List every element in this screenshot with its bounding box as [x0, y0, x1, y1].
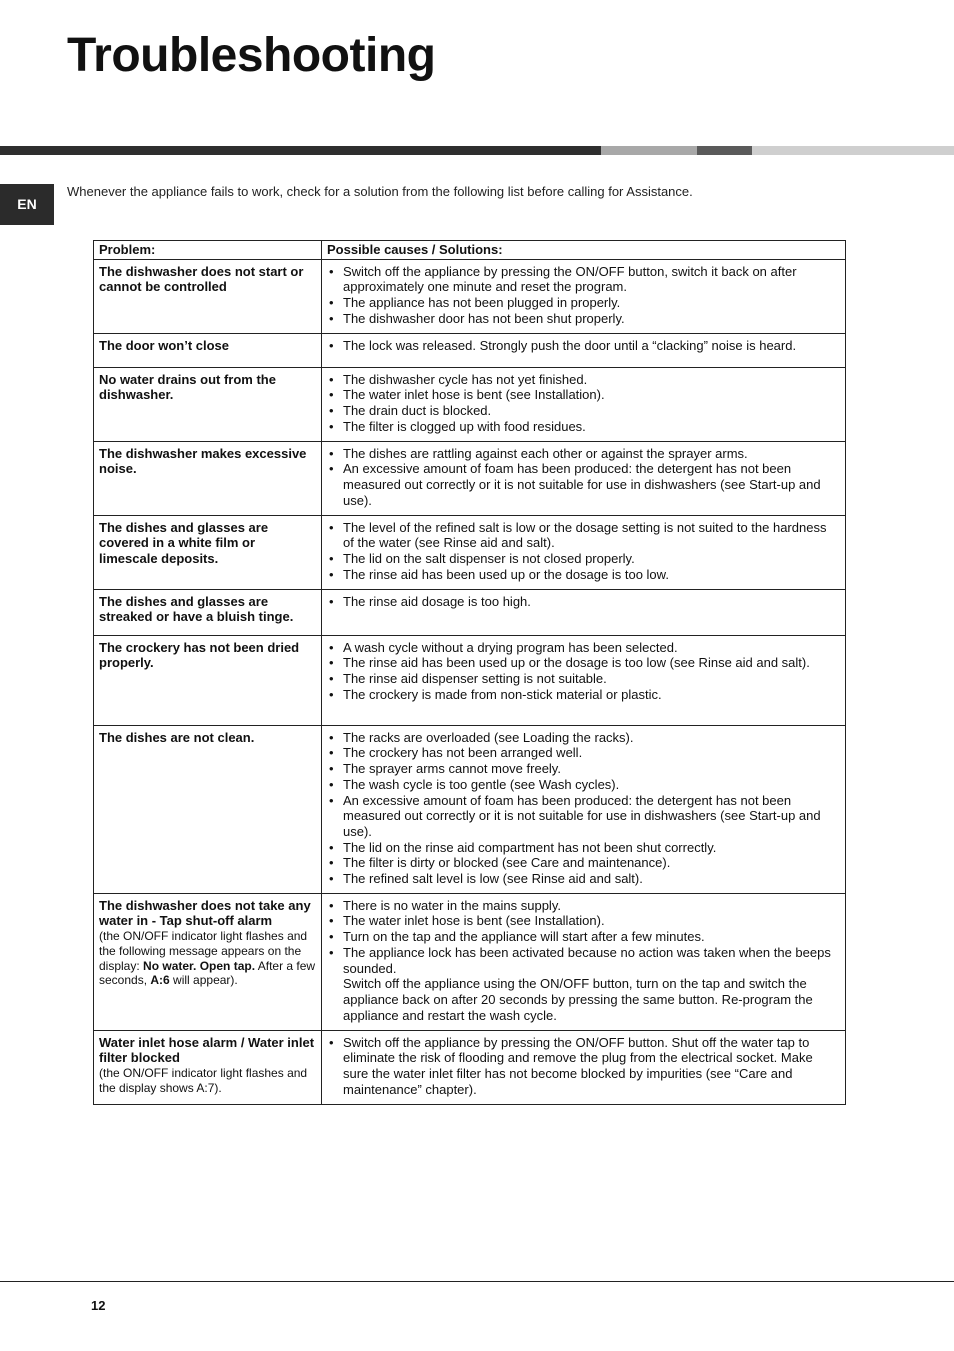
cause-item: • The crockery is made from non-stick material or plastic. [327, 687, 840, 703]
cause-item: • The lock was released. Strongly push the door until a “clacking” noise is heard. [327, 338, 840, 354]
header-rule-dark [0, 146, 601, 155]
problem-note: (the ON/OFF indicator light flashes and the display shows A:7). [99, 1066, 308, 1095]
table-header-row [94, 241, 846, 260]
cause-item: • The rinse aid dosage is too high. [327, 594, 840, 610]
cause-item: • Turn on the tap and the appliance will start after a few minutes. [327, 929, 840, 945]
cause-item: • The lid on the salt dispenser is not closed properly. [327, 551, 840, 567]
problem-text: The crockery has not been dried properly. [99, 639, 300, 671]
table-row [94, 725, 846, 893]
cause-item: • The racks are overloaded (see Loading the racks). [327, 730, 840, 746]
table-row [94, 367, 846, 441]
cause-item: • The dishes are rattling against each other or against the sprayer arms. [327, 446, 840, 462]
note-text: will appear). [169, 973, 238, 988]
cause-item: • There is no water in the mains supply. [327, 898, 840, 914]
cause-item: • The lid on the rinse aid compartment has not been shut correctly. [327, 840, 840, 856]
troubleshooting-table [93, 240, 846, 1105]
cause-item: • An excessive amount of foam has been produced: the detergent has not been measured out correctly or it is not suitable for use in dishwashers (see Start-up and use). [327, 793, 840, 840]
cause-item: • The wash cycle is too gentle (see Wash cycles). [327, 777, 840, 793]
causes-list [327, 594, 840, 610]
problem-text: The door won’t close [99, 337, 230, 353]
cause-item: • The refined salt level is low (see Rinse aid and salt). [327, 871, 840, 887]
table-row [94, 635, 846, 725]
cause-item: • Switch off the appliance by pressing the ON/OFF button, switch it back on after approximately one minute and reset the program. [327, 264, 840, 295]
causes-list [327, 372, 840, 435]
problem-text: No water drains out from the dishwasher. [99, 371, 276, 403]
intro-text: Whenever the appliance fails to work, check for a solution from the following list before calling for Assistance. [67, 184, 693, 199]
problem-note [99, 929, 316, 988]
causes-list [327, 730, 840, 887]
note-message: No water. Open tap. [143, 958, 256, 973]
causes-list [327, 264, 840, 327]
cause-item: • A wash cycle without a drying program has been selected. [327, 640, 840, 656]
causes-list [327, 338, 840, 354]
cause-item: • The crockery has not been arranged well. [327, 745, 840, 761]
cause-item: • The water inlet hose is bent (see Installation). [327, 913, 840, 929]
table-row [94, 259, 846, 333]
cause-item: • The rinse aid has been used up or the dosage is too low. [327, 567, 840, 583]
cause-item: • The filter is dirty or blocked (see Care and maintenance). [327, 855, 840, 871]
problem-text: The dishwasher makes excessive noise. [99, 445, 307, 477]
problem-text: Water inlet hose alarm / Water inlet filter blocked [99, 1034, 315, 1066]
table-row [94, 589, 846, 635]
problem-text: The dishwasher does not start or cannot be controlled [99, 263, 304, 295]
cause-text: The appliance lock has been activated because no action was taken when the beeps sounded. [343, 944, 831, 976]
causes-list [327, 640, 840, 703]
cause-item: • The rinse aid has been used up or the dosage is too low (see Rinse aid and salt). [327, 655, 840, 671]
table-row [94, 1030, 846, 1104]
cause-item: • The dishwasher cycle has not yet finished. [327, 372, 840, 388]
table-row [94, 893, 846, 1030]
header-rule-mid [697, 146, 752, 155]
causes-list [327, 520, 840, 583]
page-title: Troubleshooting [67, 29, 436, 82]
header-problem: Problem: [94, 241, 322, 260]
table-row [94, 333, 846, 367]
note-text: After a few seconds, [99, 958, 316, 988]
language-tab: EN [0, 184, 54, 225]
cause-item: • The rinse aid dispenser setting is not suitable. [327, 671, 840, 687]
header-rule-light [601, 146, 697, 155]
causes-list [327, 898, 840, 1024]
cause-item: • The level of the refined salt is low or the dosage setting is not suited to the hardness of the water (see Rinse aid and salt). [327, 520, 840, 551]
cause-item: • The appliance has not been plugged in properly. [327, 295, 840, 311]
cause-item: • An excessive amount of foam has been produced: the detergent has not been measured out correctly or it is not suitable for use in dishwashers (see Start-up and use). [327, 461, 840, 508]
cause-item: • Switch off the appliance by pressing the ON/OFF button. Shut off the water tap to eliminate the risk of flooding and remove the plug from the electrical socket. Make sure the water inlet filter has not become blocked by impurities (see “Care and maintenance” chapter). [327, 1035, 840, 1098]
table-row [94, 515, 846, 589]
cause-continuation: Switch off the appliance using the ON/OFF button, turn on the tap and switch the appliance back on after 20 seconds by pressing the same button. Re-program the appliance and restart the wash cycle. [343, 976, 813, 1023]
problem-text: The dishes are not clean. [99, 729, 255, 745]
note-code: A:6 [150, 973, 170, 988]
header-rule-pale [752, 146, 954, 155]
cause-item: • The dishwasher door has not been shut properly. [327, 311, 840, 327]
cause-item: • The sprayer arms cannot move freely. [327, 761, 840, 777]
problem-text: The dishes and glasses are covered in a white film or limescale deposits. [99, 519, 269, 567]
cause-item [327, 945, 840, 1024]
note-text: (the ON/OFF indicator light flashes and the following message appears on the display: [99, 929, 308, 973]
page-number: 12 [91, 1298, 106, 1313]
cause-item: • The filter is clogged up with food residues. [327, 419, 840, 435]
problem-text: The dishwasher does not take any water in - Tap shut-off alarm [99, 897, 311, 929]
header-solutions: Possible causes / Solutions: [322, 241, 846, 260]
causes-list [327, 1035, 840, 1098]
table-row [94, 441, 846, 515]
footer-rule [0, 1281, 954, 1282]
cause-item: • The water inlet hose is bent (see Installation). [327, 387, 840, 403]
cause-item: • The drain duct is blocked. [327, 403, 840, 419]
causes-list [327, 446, 840, 509]
problem-text: The dishes and glasses are streaked or have a bluish tinge. [99, 593, 294, 625]
